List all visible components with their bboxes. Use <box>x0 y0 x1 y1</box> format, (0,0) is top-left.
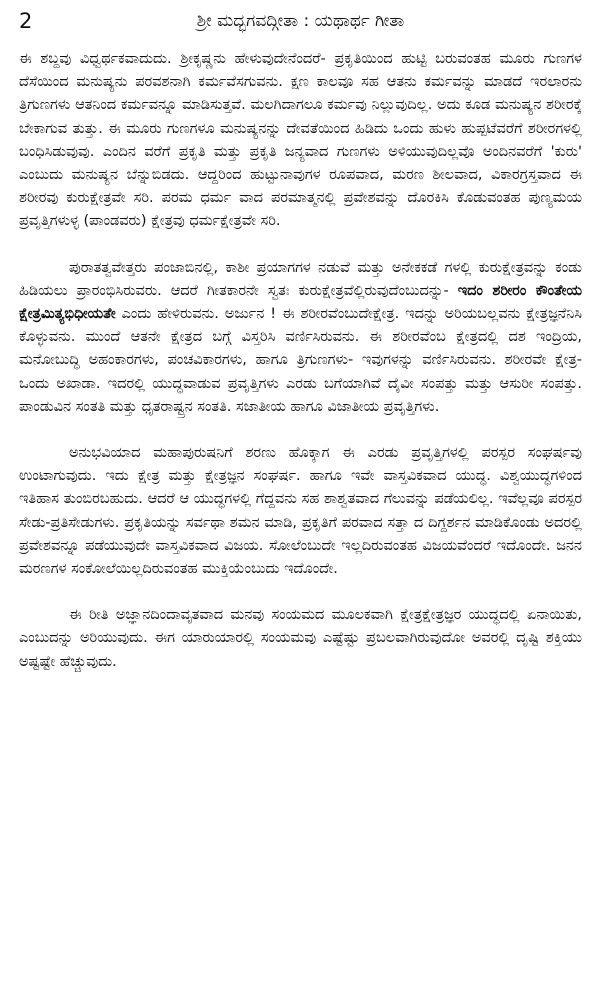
sanskrit-quote: ಇದಂ ಶರೀರಂ ಕೌಂತೇಯ ಕ್ಷೇತ್ರಮಿತ್ಯಭಿಧೀಯತೇ <box>19 282 583 323</box>
body-text <box>19 48 582 674</box>
running-title: ಶ್ರೀ ಮದ್ಭಗವದ್ಗೀತಾ : ಯಥಾರ್ಥ ಗೀತಾ <box>196 11 405 31</box>
page-header <box>19 4 582 48</box>
paragraph-2-text-after: ಎಂದು ಹೇಳಿರುವನು. ಅರ್ಜುನ ! ಈ ಶರೀರವೆಂಬುದೇಕ್ಷೇತ್ರ. ಇದನ್ನು ಅರಿಯಬಲ್ಲವನು ಕ್ಷೇತ್ರಜ್ಞನೆನಿಸಿ ಕೊಳ್ಳುವನು. ಮುಂದೆ ಆತನೇ ಕ್ಷೇತ್ರದ ಬಗ್ಗೆ ವಿಸ್ತರಿಸಿ ವರ್ಣಿಸಿರುವನು. ಈ ಶರೀರವೆಂಬ ಕ್ಷೇತ್ರದಲ್ಲಿ ದಶ ಇಂದ್ರಿಯ, ಮನೋಬುದ್ಧಿ ಅಹಂಕಾರಗಳು, ಪಂಚವಿಕಾರಗಳು, ಹಾಗೂ ತ್ರಿಗುಣಗಳು- ಇವುಗಳನ್ನು ವರ್ಣಿಸಿರುವನು. ಶರೀರವೇ ಕ್ಷೇತ್ರ- ಒಂದು ಅಖಾಡಾ. ಇದರಲ್ಲಿ ಯುದ್ಧವಾಡುವ ಪ್ರವೃತ್ತಿಗಳು ಎರಡು ಬಗೆಯಾಗಿವೆ ದೈವೀ ಸಂಪತ್ತು ಮತ್ತು ಆಸುರೀ ಸಂಪತ್ತು. ಪಾಂಡುವಿನ ಸಂತತಿ ಮತ್ತು ಧೃತರಾಷ್ಟ್ರನ ಸಂತತಿ. ಸಜಾತೀಯ ಹಾಗೂ ವಿಜಾತೀಯ ಪ್ರವೃತ್ತಿಗಳು. <box>19 306 582 415</box>
paragraph-2-text-before: ಪುರಾತತ್ವವೇತ್ತರು ಪಂಜಾಬಿನಲ್ಲಿ, ಕಾಶೀ ಪ್ರಯಾಗಗಳ ನಡುವೆ ಮತ್ತು ಅನೇಕಕಡೆ ಗಳಲ್ಲಿ ಕುರುಕ್ಷೇತ್ರವನ್ನು ಕಂಡು ಹಿಡಿಯಲು ಪ್ರಾರಂಭಿಸಿರುವರು. ಆದರೆ ಗೀತಕಾರನೇ ಸ್ವತಃ ಕುರುಕ್ಷೇತ್ರವೆಲ್ಲಿರುವುದೆಂಬುದನ್ನು- <box>19 259 582 299</box>
paragraph-1: ಈ ಶಬ್ದವು ವಿಧ್ವರ್ಥಕವಾದುದು. ಶ್ರೀಕೃಷ್ಣನು ಹೇಳುವುದೇನೆಂದರೆ- ಪ್ರಕೃತಿಯಿಂದ ಹುಟ್ಟಿ ಬರುವಂತಹ ಮೂರು ಗುಣಗಳ ದೆಸೆಯಿಂದ ಮನುಷ್ಯನು ಪರವಶನಾಗಿ ಕರ್ಮವೆಸಗುವನು. ಕ್ಷಣ ಕಾಲವೂ ಸಹ ಆತನು ಕರ್ಮವನ್ನು ಮಾಡದೆ ಇರಲಾರನು ತ್ರಿಗುಣಗಳು ಆತನಿಂದ ಕರ್ಮವನ್ನೂ ಮಾಡಿಸುತ್ತವೆ. ಮಲಗಿದಾಗಲೂ ಕರ್ಮವು ನಿಲ್ಲುವುದಿಲ್ಲ. ಅದು ಕೂಡ ಮನುಷ್ಯನ ಶರೀರಕ್ಕೆ ಬೇಕಾಗುವ ತುತ್ತು. ಈ ಮೂರು ಗುಣಗಳೂ ಮನುಷ್ಯನನ್ನು ದೇವತೆಯಿಂದ ಹಿಡಿದು ಒಂದು ಹುಳು ಹುಪ್ಪಟೆವರೆಗೆ ಶರೀರಗಳಲ್ಲಿ ಬಂಧಿಸಿಡುವುವು. ಎಂದಿನ ವರೆಗೆ ಪ್ರಕೃತಿ ಮತ್ತು ಪ್ರಕೃತಿ ಜನ್ಯವಾದ ಗುಣಗಳು ಅಳಿಯುವುದಿಲ್ಲವೊ ಅಂದಿನವರೆಗೆ 'ಕುರು' ಎಂಬುದು ಮನುಷ್ಯನ ಬೆನ್ನುಬಿಡದು. ಆದ್ದರಿಂದ ಹುಟ್ಟುನಾವುಗಳ ರೂಪವಾದ, ಮರಣ ಶೀಲವಾದ, ವಿಕಾರಗ್ರಸ್ತವಾದ ಈ ಶರೀರವು ಕುರುಕ್ಷೇತ್ರವೇ ಸರಿ. ಪರಮ ಧರ್ಮ ವಾದ ಪರಮಾತ್ಮನಲ್ಲಿ ಪ್ರವೇಶವನ್ನು ದೊರಕಿಸಿ ಕೊಡುವಂತಹ ಪುಣ್ಯಮಯ ಪ್ರವೃತ್ತಿಗಳುಳ್ಳ (ಪಾಂಡವರು) ಕ್ಷೇತ್ರವು ಧರ್ಮಕ್ಷೇತ್ರವೇ ಸರಿ. <box>19 51 582 230</box>
paragraph-3: ಅನುಭವಿಯಾದ ಮಹಾಪುರುಷನಿಗೆ ಶರಣು ಹೊಕ್ಕಾಗ ಈ ಎರಡು ಪ್ರವೃತ್ತಿಗಳಲ್ಲಿ ಪರಸ್ಪರ ಸಂಘರ್ಷವು ಉಂಟಾಗುವುದು. ಇದು ಕ್ಷೇತ್ರ ಮತ್ತು ಕ್ಷೇತ್ರಜ್ಞನ ಸಂಘರ್ಷ. ಹಾಗೂ ಇವೇ ವಾಸ್ತವಿಕವಾದ ಯುದ್ಧ. ವಿಶ್ವಯುದ್ಧಗಳಿಂದ ಇತಿಹಾಸ ತುಂಬಿರಬಹುದು. ಆದರೆ ಆ ಯುದ್ಧಗಳಲ್ಲಿ ಗೆದ್ದವನು ಸಹ ಶಾಶ್ವತವಾದ ಗೆಲುವನ್ನು ಪಡೆಯಲಿಲ್ಲ. ಇವೆಲ್ಲವೂ ಪರಸ್ಪರ ಸೇಡು-ಪ್ರತಿಸೇಡುಗಳು. ಪ್ರಕೃತಿಯನ್ನು ಸರ್ವಥಾ ಶಮನ ಮಾಡಿ, ಪ್ರಕೃತಿಗೆ ಪರವಾದ ಸತ್ತಾ ದ ದಿಗ್ದರ್ಶನ ಮಾಡಿಕೊಂಡು ಅದರಲ್ಲಿ ಪ್ರವೇಶವನ್ನೂ ಪಡೆಯುವುದೇ ವಾಸ್ತವಿಕವಾದ ವಿಜಯ. ಸೋಲೆಂಬುದೇ ಇಲ್ಲದಿರುವಂತಹ ವಿಜಯವೆಂದರೆ ಇದೊಂದೇ. ಜನನ ಮರಣಗಳ ಸಂಕೋಲೆಯಿಲ್ಲದಿರುವಂತಹ ಮುಕ್ತಿಯೆಂಬುದು ಇದೊಂದೇ. <box>19 445 582 578</box>
page-number: 2 <box>19 9 33 33</box>
paragraph-4: ಈ ರೀತಿ ಅಜ್ಞಾನದಿಂದಾವೃತವಾದ ಮನವು ಸಂಯಮದ ಮೂಲಕವಾಗಿ ಕ್ಷೇತ್ರಕ್ಷೇತ್ರಜ್ಞರ ಯುದ್ಧದಲ್ಲಿ ಏನಾಯಿತು, ಎಂಬುದನ್ನು ಅರಿಯುವುದು. ಈಗ ಯಾರುಯಾರಲ್ಲಿ ಸಂಯಮವು ಎಷ್ಟೆಷ್ಟು ಪ್ರಬಲವಾಗಿರುವುದೋ ಅವರಲ್ಲಿ ದೃಷ್ಟಿ ಶಕ್ತಿಯು ಅಷ್ಟಷ್ಟೇ ಹೆಚ್ಚುವುದು. <box>19 607 582 670</box>
paragraph-2 <box>19 257 582 419</box>
